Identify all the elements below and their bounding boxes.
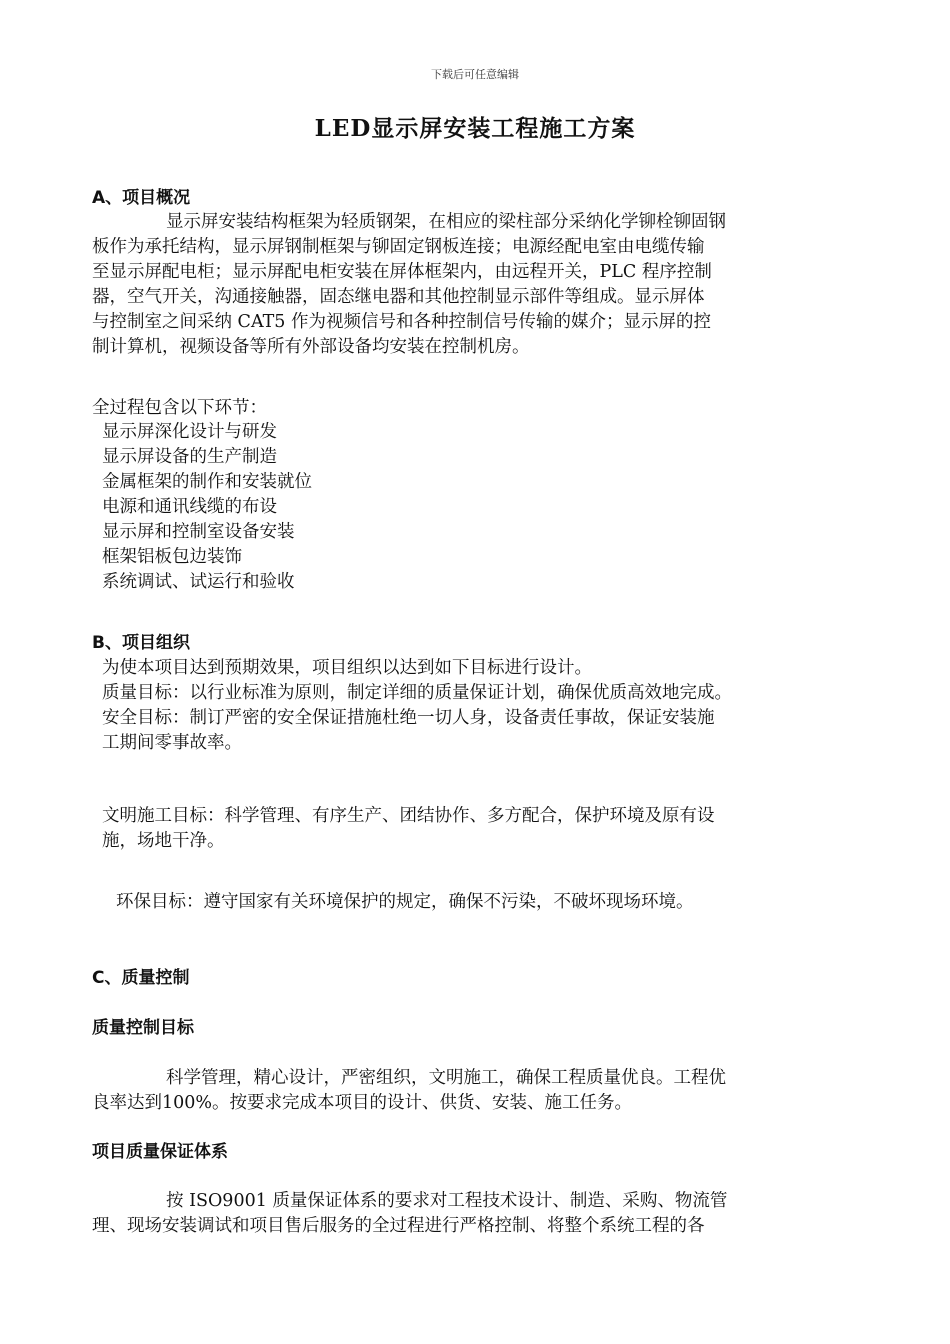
- quality-system-para-line: 理、现场安装调试和项目售后服务的全过程进行严格控制、将整个系统工程的各: [92, 1216, 705, 1236]
- env-target: 环保目标：遵守国家有关环境保护的规定，确保不污染，不破坏现场环境。: [116, 892, 694, 912]
- document-title: LED显示屏安装工程施工方案: [314, 115, 636, 142]
- section-b-heading: B、项目组织: [92, 633, 190, 653]
- section-a-para-line: 板作为承托结构，显示屏钢制框架与铆固定钢板连接；电源经配电室由电缆传输: [92, 237, 705, 257]
- step-item: 金属框架的制作和安装就位: [102, 472, 312, 492]
- section-a-para-line: 与控制室之间采纳 CAT5 作为视频信号和各种控制信号传输的媒介；显示屏的控: [92, 312, 712, 332]
- page-header: 下载后可任意编辑: [431, 68, 519, 81]
- step-item: 显示屏深化设计与研发: [102, 422, 277, 442]
- steps-intro: 全过程包含以下环节：: [92, 398, 267, 418]
- section-a-para-line: 显示屏安装结构框架为轻质钢架，在相应的梁柱部分采纳化学铆栓铆固钢: [166, 212, 726, 232]
- section-a-para-line: 器，空气开关，沟通接触器，固态继电器和其他控制显示部件等组成。显示屏体: [92, 287, 705, 307]
- step-item: 显示屏设备的生产制造: [102, 447, 277, 467]
- section-c-heading: C、质量控制: [92, 968, 190, 988]
- section-a-para-line: 至显示屏配电柜；显示屏配电柜安装在屏体框架内，由远程开关，PLC 程序控制: [92, 262, 712, 282]
- step-item: 显示屏和控制室设备安装: [102, 522, 295, 542]
- civil-target-cont: 施，场地干净。: [102, 831, 225, 851]
- step-item: 框架铝板包边装饰: [102, 547, 242, 567]
- quality-control-target-heading: 质量控制目标: [92, 1018, 194, 1038]
- quality-system-heading: 项目质量保证体系: [92, 1142, 228, 1162]
- civil-target: 文明施工目标：科学管理、有序生产、团结协作、多方配合，保护环境及原有设: [102, 806, 715, 826]
- quality-control-para-line: 良率达到100%。按要求完成本项目的设计、供货、安装、施工任务。: [92, 1093, 633, 1113]
- step-item: 系统调试、试运行和验收: [102, 572, 295, 592]
- quality-control-para-line: 科学管理，精心设计，严密组织，文明施工，确保工程质量优良。工程优: [166, 1068, 726, 1088]
- section-a-heading: A、项目概况: [92, 188, 191, 208]
- safety-target-cont: 工期间零事故率。: [102, 733, 242, 753]
- section-a-para-line: 制计算机，视频设备等所有外部设备均安装在控制机房。: [92, 337, 530, 357]
- quality-system-para-line: 按 ISO9001 质量保证体系的要求对工程技术设计、制造、采购、物流管: [166, 1191, 728, 1211]
- step-item: 电源和通讯线缆的布设: [102, 497, 277, 517]
- quality-target: 质量目标：以行业标准为原则，制定详细的质量保证计划，确保优质高效地完成。: [102, 683, 732, 703]
- safety-target: 安全目标：制订严密的安全保证措施杜绝一切人身，设备责任事故，保证安装施: [102, 708, 715, 728]
- section-b-intro: 为使本项目达到预期效果，项目组织以达到如下目标进行设计。: [102, 658, 592, 678]
